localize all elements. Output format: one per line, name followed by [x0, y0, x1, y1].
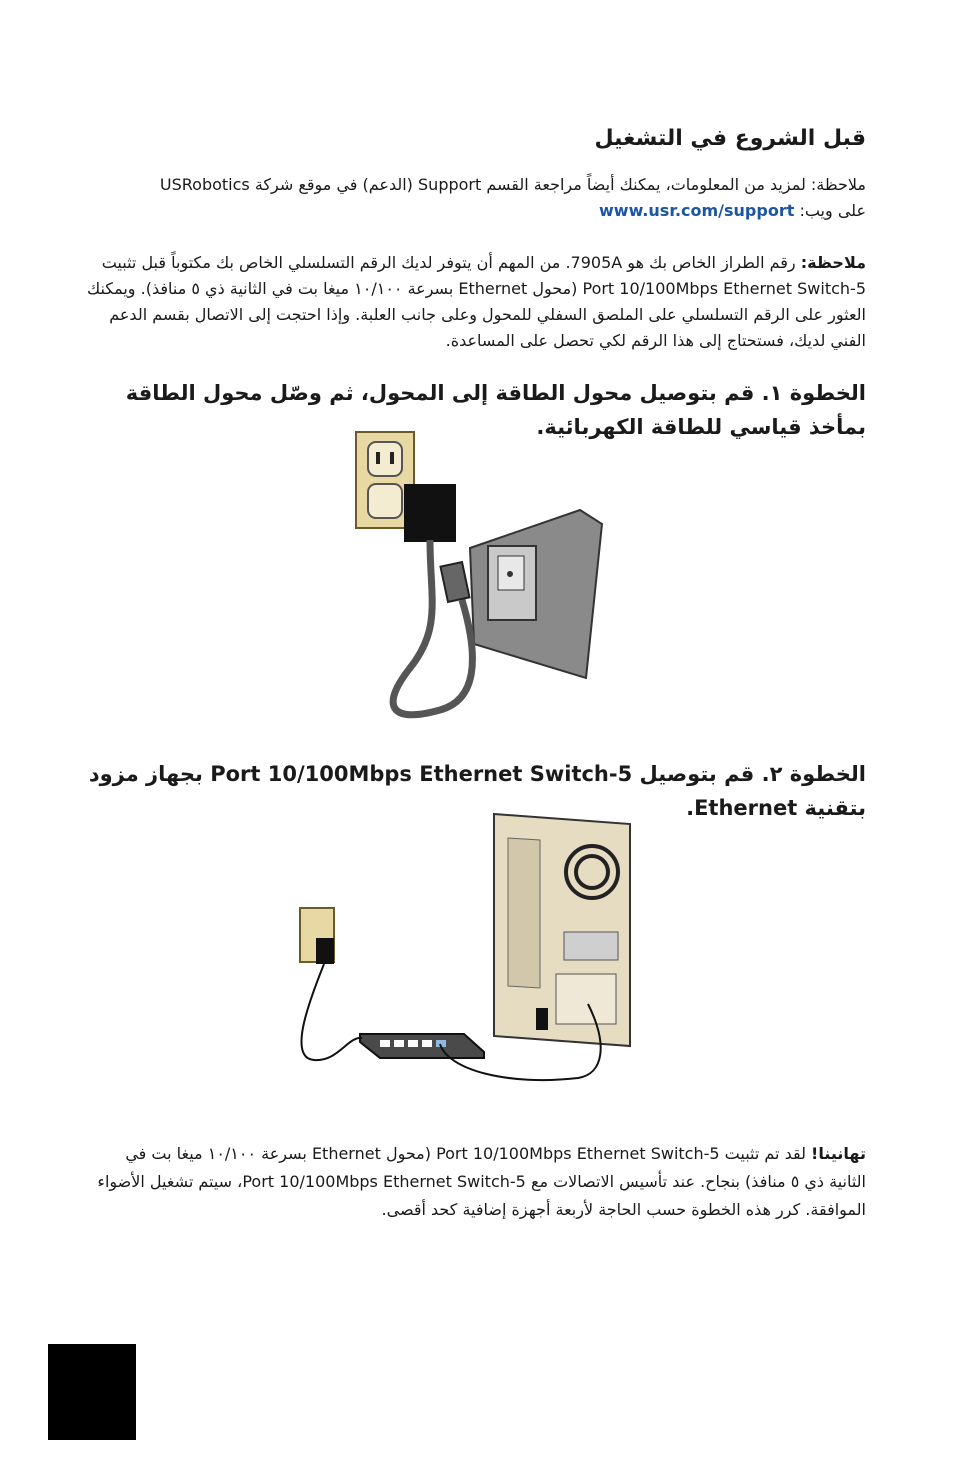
support-note: [86, 172, 866, 224]
url-prefix: على ويب:: [794, 201, 866, 220]
power-cable: [301, 964, 362, 1060]
serial-note: [86, 250, 866, 354]
switch-to-pc-illustration: [288, 808, 648, 1108]
power-adapter: [404, 484, 456, 542]
power-plug: [440, 562, 469, 602]
power-adapter-2: [316, 938, 334, 964]
support-link[interactable]: www.usr.com/support: [599, 201, 795, 220]
congrats-paragraph: [86, 1140, 866, 1224]
support-note-text: ملاحظة: لمزيد من المعلومات، يمكنك أيضاً مراجعة القسم Support (الدعم) في موقع شركة USRobotics: [159, 175, 866, 194]
page-title: قبل الشروع في التشغيل: [594, 126, 866, 151]
step-1: الخطوة ١. قم بتوصيل محول الطاقة إلى المحول، ثم وصّل محول الطاقة بمأخذ قياسي للطاقة الكهربائية.: [125, 381, 866, 439]
outlet-socket: [368, 442, 402, 476]
serial-note-label: ملاحظة:: [800, 253, 866, 272]
support-url-line: [86, 198, 866, 224]
vent-grille: [564, 932, 618, 960]
page-tab-marker: [48, 1344, 136, 1440]
congrats-text: لقد تم تثبيت 5-Port 10/100Mbps Ethernet Switch (محول Ethernet بسرعة ١٠/١٠٠ ميغا بت في الثانية ذي ٥ منافذ) بنجاح. عند تأسيس الاتصالات مع 5-Port 10/100Mbps Ethernet Switch، سيتم تشغيل الأضواء الموافقة. كرر هذه الخطوة حسب الحاجة لأربعة أجهزة إضافية كحد أقصى.: [97, 1144, 866, 1219]
serial-note-text: رقم الطراز الخاص بك هو 7905A. من المهم أن يتوفر لديك الرقم التسلسلي الخاص بك مكتوباً قبل تثبيت 5-Port 10/100Mbps Ethernet Switch (محول Ethernet بسرعة ١٠/١٠٠ ميغا بت في الثانية ذي ٥ منافذ). ويمكنك العثور على الرقم التسلسلي على الملصق السفلي للمحول وعلى جانب العلبة. وإذا احتجت إلى الاتصال بقسم الدعم الفني لديك، فستحتاج إلى هذا الرقم لكي تحصل على المساعدة.: [86, 253, 866, 350]
power-adapter-illustration: [350, 428, 610, 748]
congrats-label: تهانينا!: [811, 1144, 866, 1163]
step-2: الخطوة ٢. قم بتوصيل 5-Port 10/100Mbps Ethernet Switch بجهاز مزود بتقنية Ethernet.: [88, 762, 866, 820]
